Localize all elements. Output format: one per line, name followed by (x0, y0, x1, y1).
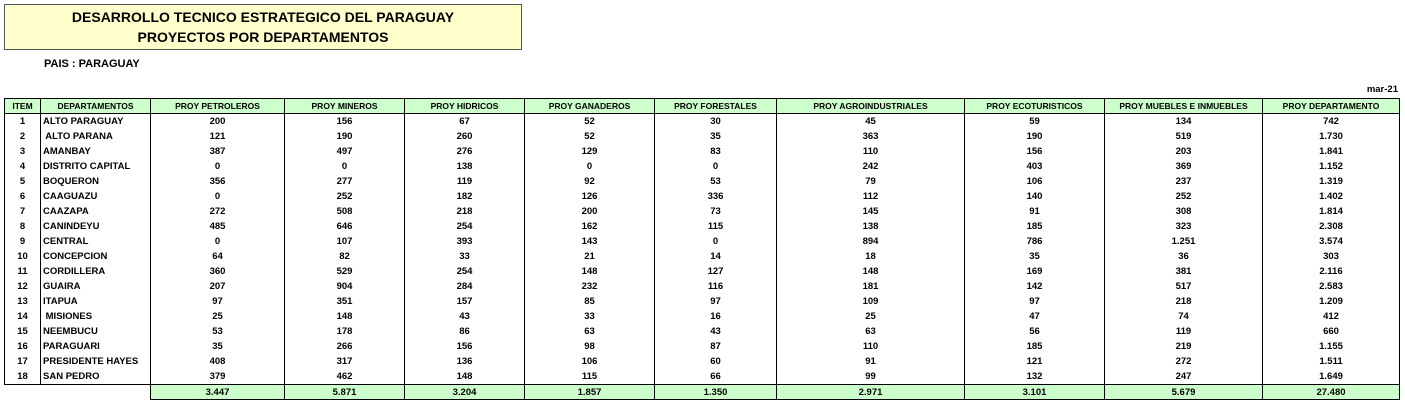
value-cell: 203 (1105, 144, 1263, 159)
table-row (5, 264, 1400, 279)
item-number-cell: 5 (5, 174, 41, 189)
item-number-cell: 10 (5, 249, 41, 264)
value-cell: 356 (151, 174, 285, 189)
value-cell: 1.402 (1263, 189, 1400, 204)
total-cell: 5.679 (1105, 385, 1263, 400)
value-cell: 181 (777, 279, 965, 294)
department-cell: CAAGUAZU (41, 189, 151, 204)
value-cell: 86 (405, 324, 525, 339)
table-body (5, 114, 1400, 385)
value-cell: 190 (285, 129, 405, 144)
value-cell: 252 (1105, 189, 1263, 204)
value-cell: 1.841 (1263, 144, 1400, 159)
value-cell: 121 (151, 129, 285, 144)
value-cell: 148 (525, 264, 655, 279)
value-cell: 97 (655, 294, 777, 309)
value-cell: 1.730 (1263, 129, 1400, 144)
value-cell: 190 (965, 129, 1105, 144)
value-cell: 59 (965, 114, 1105, 130)
value-cell: 30 (655, 114, 777, 130)
value-cell: 53 (151, 324, 285, 339)
value-cell: 25 (151, 309, 285, 324)
item-number-cell: 9 (5, 234, 41, 249)
value-cell: 106 (965, 174, 1105, 189)
value-cell: 462 (285, 369, 405, 385)
total-cell: 3.447 (151, 385, 285, 400)
value-cell: 33 (405, 249, 525, 264)
value-cell: 218 (1105, 294, 1263, 309)
value-cell: 116 (655, 279, 777, 294)
table-row (5, 204, 1400, 219)
value-cell: 336 (655, 189, 777, 204)
item-number-cell: 11 (5, 264, 41, 279)
value-cell: 1.152 (1263, 159, 1400, 174)
item-number-cell: 15 (5, 324, 41, 339)
value-cell: 53 (655, 174, 777, 189)
value-cell: 185 (965, 339, 1105, 354)
value-cell: 98 (525, 339, 655, 354)
value-cell: 63 (777, 324, 965, 339)
value-cell: 121 (965, 354, 1105, 369)
table-row (5, 309, 1400, 324)
value-cell: 0 (655, 234, 777, 249)
value-cell: 74 (1105, 309, 1263, 324)
department-cell: CENTRAL (41, 234, 151, 249)
table-row (5, 324, 1400, 339)
value-cell: 363 (777, 129, 965, 144)
table-row (5, 174, 1400, 189)
value-cell: 119 (1105, 324, 1263, 339)
value-cell: 1.251 (1105, 234, 1263, 249)
value-cell: 232 (525, 279, 655, 294)
column-header: DEPARTAMENTOS (41, 99, 151, 114)
report-title-box (4, 4, 522, 50)
value-cell: 904 (285, 279, 405, 294)
value-cell: 247 (1105, 369, 1263, 385)
totals-spacer (5, 385, 151, 400)
value-cell: 408 (151, 354, 285, 369)
value-cell: 18 (777, 249, 965, 264)
value-cell: 412 (1263, 309, 1400, 324)
total-cell: 3.204 (405, 385, 525, 400)
value-cell: 16 (655, 309, 777, 324)
value-cell: 36 (1105, 249, 1263, 264)
column-header: ITEM (5, 99, 41, 114)
value-cell: 82 (285, 249, 405, 264)
value-cell: 97 (151, 294, 285, 309)
item-number-cell: 1 (5, 114, 41, 130)
value-cell: 140 (965, 189, 1105, 204)
value-cell: 136 (405, 354, 525, 369)
value-cell: 115 (525, 369, 655, 385)
value-cell: 64 (151, 249, 285, 264)
value-cell: 260 (405, 129, 525, 144)
value-cell: 52 (525, 114, 655, 130)
value-cell: 1.155 (1263, 339, 1400, 354)
value-cell: 508 (285, 204, 405, 219)
value-cell: 218 (405, 204, 525, 219)
value-cell: 252 (285, 189, 405, 204)
value-cell: 379 (151, 369, 285, 385)
projects-table (4, 98, 1400, 400)
value-cell: 110 (777, 144, 965, 159)
value-cell: 1.511 (1263, 354, 1400, 369)
department-cell: BOQUERON (41, 174, 151, 189)
table-row (5, 234, 1400, 249)
table-row (5, 369, 1400, 385)
value-cell: 742 (1263, 114, 1400, 130)
item-number-cell: 8 (5, 219, 41, 234)
value-cell: 115 (655, 219, 777, 234)
column-header: PROY GANADEROS (525, 99, 655, 114)
value-cell: 2.116 (1263, 264, 1400, 279)
value-cell: 91 (777, 354, 965, 369)
department-cell: SAN PEDRO (41, 369, 151, 385)
table-row (5, 249, 1400, 264)
value-cell: 369 (1105, 159, 1263, 174)
value-cell: 351 (285, 294, 405, 309)
report-date: mar-21 (1366, 84, 1398, 95)
value-cell: 272 (1105, 354, 1263, 369)
total-cell: 3.101 (965, 385, 1105, 400)
table-row (5, 129, 1400, 144)
value-cell: 660 (1263, 324, 1400, 339)
value-cell: 35 (965, 249, 1105, 264)
value-cell: 138 (777, 219, 965, 234)
total-cell: 5.871 (285, 385, 405, 400)
value-cell: 138 (405, 159, 525, 174)
value-cell: 91 (965, 204, 1105, 219)
department-cell: ALTO PARANA (41, 129, 151, 144)
value-cell: 219 (1105, 339, 1263, 354)
department-cell: DISTRITO CAPITAL (41, 159, 151, 174)
value-cell: 485 (151, 219, 285, 234)
department-cell: ITAPUA (41, 294, 151, 309)
value-cell: 107 (285, 234, 405, 249)
value-cell: 646 (285, 219, 405, 234)
value-cell: 119 (405, 174, 525, 189)
value-cell: 129 (525, 144, 655, 159)
department-cell: NEEMBUCU (41, 324, 151, 339)
value-cell: 63 (525, 324, 655, 339)
value-cell: 156 (965, 144, 1105, 159)
value-cell: 83 (655, 144, 777, 159)
value-cell: 126 (525, 189, 655, 204)
value-cell: 157 (405, 294, 525, 309)
department-cell: GUAIRA (41, 279, 151, 294)
value-cell: 85 (525, 294, 655, 309)
department-cell: CORDILLERA (41, 264, 151, 279)
value-cell: 33 (525, 309, 655, 324)
value-cell: 200 (151, 114, 285, 130)
table-row (5, 279, 1400, 294)
column-header: PROY PETROLEROS (151, 99, 285, 114)
value-cell: 132 (965, 369, 1105, 385)
department-cell: CONCEPCION (41, 249, 151, 264)
value-cell: 162 (525, 219, 655, 234)
value-cell: 99 (777, 369, 965, 385)
value-cell: 308 (1105, 204, 1263, 219)
value-cell: 112 (777, 189, 965, 204)
total-cell: 1.350 (655, 385, 777, 400)
value-cell: 786 (965, 234, 1105, 249)
value-cell: 67 (405, 114, 525, 130)
value-cell: 97 (965, 294, 1105, 309)
table-row (5, 339, 1400, 354)
value-cell: 145 (777, 204, 965, 219)
value-cell: 276 (405, 144, 525, 159)
value-cell: 35 (655, 129, 777, 144)
department-cell: CAAZAPA (41, 204, 151, 219)
item-number-cell: 18 (5, 369, 41, 385)
value-cell: 254 (405, 264, 525, 279)
value-cell: 25 (777, 309, 965, 324)
country-label: PAIS : PARAGUAY (44, 58, 140, 70)
value-cell: 0 (285, 159, 405, 174)
item-number-cell: 16 (5, 339, 41, 354)
value-cell: 207 (151, 279, 285, 294)
value-cell: 277 (285, 174, 405, 189)
value-cell: 73 (655, 204, 777, 219)
header-row (5, 99, 1400, 114)
table-row (5, 189, 1400, 204)
value-cell: 323 (1105, 219, 1263, 234)
value-cell: 134 (1105, 114, 1263, 130)
value-cell: 517 (1105, 279, 1263, 294)
value-cell: 317 (285, 354, 405, 369)
value-cell: 109 (777, 294, 965, 309)
value-cell: 47 (965, 309, 1105, 324)
value-cell: 0 (525, 159, 655, 174)
item-number-cell: 7 (5, 204, 41, 219)
table-row (5, 219, 1400, 234)
column-header: PROY DEPARTAMENTO (1263, 99, 1400, 114)
value-cell: 142 (965, 279, 1105, 294)
report-subtitle: PROYECTOS POR DEPARTAMENTOS (137, 29, 389, 45)
value-cell: 894 (777, 234, 965, 249)
value-cell: 21 (525, 249, 655, 264)
value-cell: 52 (525, 129, 655, 144)
department-cell: AMANBAY (41, 144, 151, 159)
value-cell: 2.583 (1263, 279, 1400, 294)
value-cell: 0 (151, 159, 285, 174)
value-cell: 156 (405, 339, 525, 354)
value-cell: 110 (777, 339, 965, 354)
value-cell: 169 (965, 264, 1105, 279)
total-cell: 27.480 (1263, 385, 1400, 400)
department-cell: CANINDEYU (41, 219, 151, 234)
value-cell: 79 (777, 174, 965, 189)
table-row (5, 294, 1400, 309)
total-cell: 2.971 (777, 385, 965, 400)
value-cell: 529 (285, 264, 405, 279)
item-number-cell: 2 (5, 129, 41, 144)
value-cell: 387 (151, 144, 285, 159)
value-cell: 127 (655, 264, 777, 279)
value-cell: 1.209 (1263, 294, 1400, 309)
value-cell: 156 (285, 114, 405, 130)
value-cell: 182 (405, 189, 525, 204)
value-cell: 0 (655, 159, 777, 174)
value-cell: 3.574 (1263, 234, 1400, 249)
column-header: PROY FORESTALES (655, 99, 777, 114)
item-number-cell: 13 (5, 294, 41, 309)
value-cell: 14 (655, 249, 777, 264)
value-cell: 56 (965, 324, 1105, 339)
value-cell: 45 (777, 114, 965, 130)
value-cell: 106 (525, 354, 655, 369)
value-cell: 272 (151, 204, 285, 219)
value-cell: 497 (285, 144, 405, 159)
value-cell: 0 (151, 234, 285, 249)
column-header: PROY AGROINDUSTRIALES (777, 99, 965, 114)
column-header: PROY HIDRICOS (405, 99, 525, 114)
value-cell: 2.308 (1263, 219, 1400, 234)
value-cell: 148 (405, 369, 525, 385)
totals-row (5, 385, 1400, 400)
value-cell: 148 (285, 309, 405, 324)
item-number-cell: 6 (5, 189, 41, 204)
value-cell: 242 (777, 159, 965, 174)
item-number-cell: 3 (5, 144, 41, 159)
value-cell: 284 (405, 279, 525, 294)
department-cell: PARAGUARI (41, 339, 151, 354)
value-cell: 1.319 (1263, 174, 1400, 189)
item-number-cell: 12 (5, 279, 41, 294)
value-cell: 266 (285, 339, 405, 354)
value-cell: 60 (655, 354, 777, 369)
value-cell: 1.814 (1263, 204, 1400, 219)
department-cell: MISIONES (41, 309, 151, 324)
table-row (5, 354, 1400, 369)
value-cell: 403 (965, 159, 1105, 174)
value-cell: 200 (525, 204, 655, 219)
total-cell: 1.857 (525, 385, 655, 400)
value-cell: 87 (655, 339, 777, 354)
table-row (5, 159, 1400, 174)
item-number-cell: 4 (5, 159, 41, 174)
value-cell: 519 (1105, 129, 1263, 144)
value-cell: 148 (777, 264, 965, 279)
value-cell: 0 (151, 189, 285, 204)
department-cell: ALTO PARAGUAY (41, 114, 151, 130)
report-title: DESARROLLO TECNICO ESTRATEGICO DEL PARAGUAY (71, 9, 455, 25)
department-cell: PRESIDENTE HAYES (41, 354, 151, 369)
column-header: PROY MUEBLES E INMUEBLES (1105, 99, 1263, 114)
value-cell: 360 (151, 264, 285, 279)
column-header: PROY ECOTURISTICOS (965, 99, 1105, 114)
value-cell: 1.649 (1263, 369, 1400, 385)
value-cell: 381 (1105, 264, 1263, 279)
value-cell: 35 (151, 339, 285, 354)
value-cell: 43 (405, 309, 525, 324)
value-cell: 178 (285, 324, 405, 339)
table-row (5, 144, 1400, 159)
value-cell: 254 (405, 219, 525, 234)
column-header: PROY MINEROS (285, 99, 405, 114)
value-cell: 66 (655, 369, 777, 385)
value-cell: 393 (405, 234, 525, 249)
item-number-cell: 17 (5, 354, 41, 369)
table-row (5, 114, 1400, 130)
value-cell: 92 (525, 174, 655, 189)
value-cell: 43 (655, 324, 777, 339)
value-cell: 185 (965, 219, 1105, 234)
value-cell: 303 (1263, 249, 1400, 264)
value-cell: 143 (525, 234, 655, 249)
value-cell: 237 (1105, 174, 1263, 189)
item-number-cell: 14 (5, 309, 41, 324)
